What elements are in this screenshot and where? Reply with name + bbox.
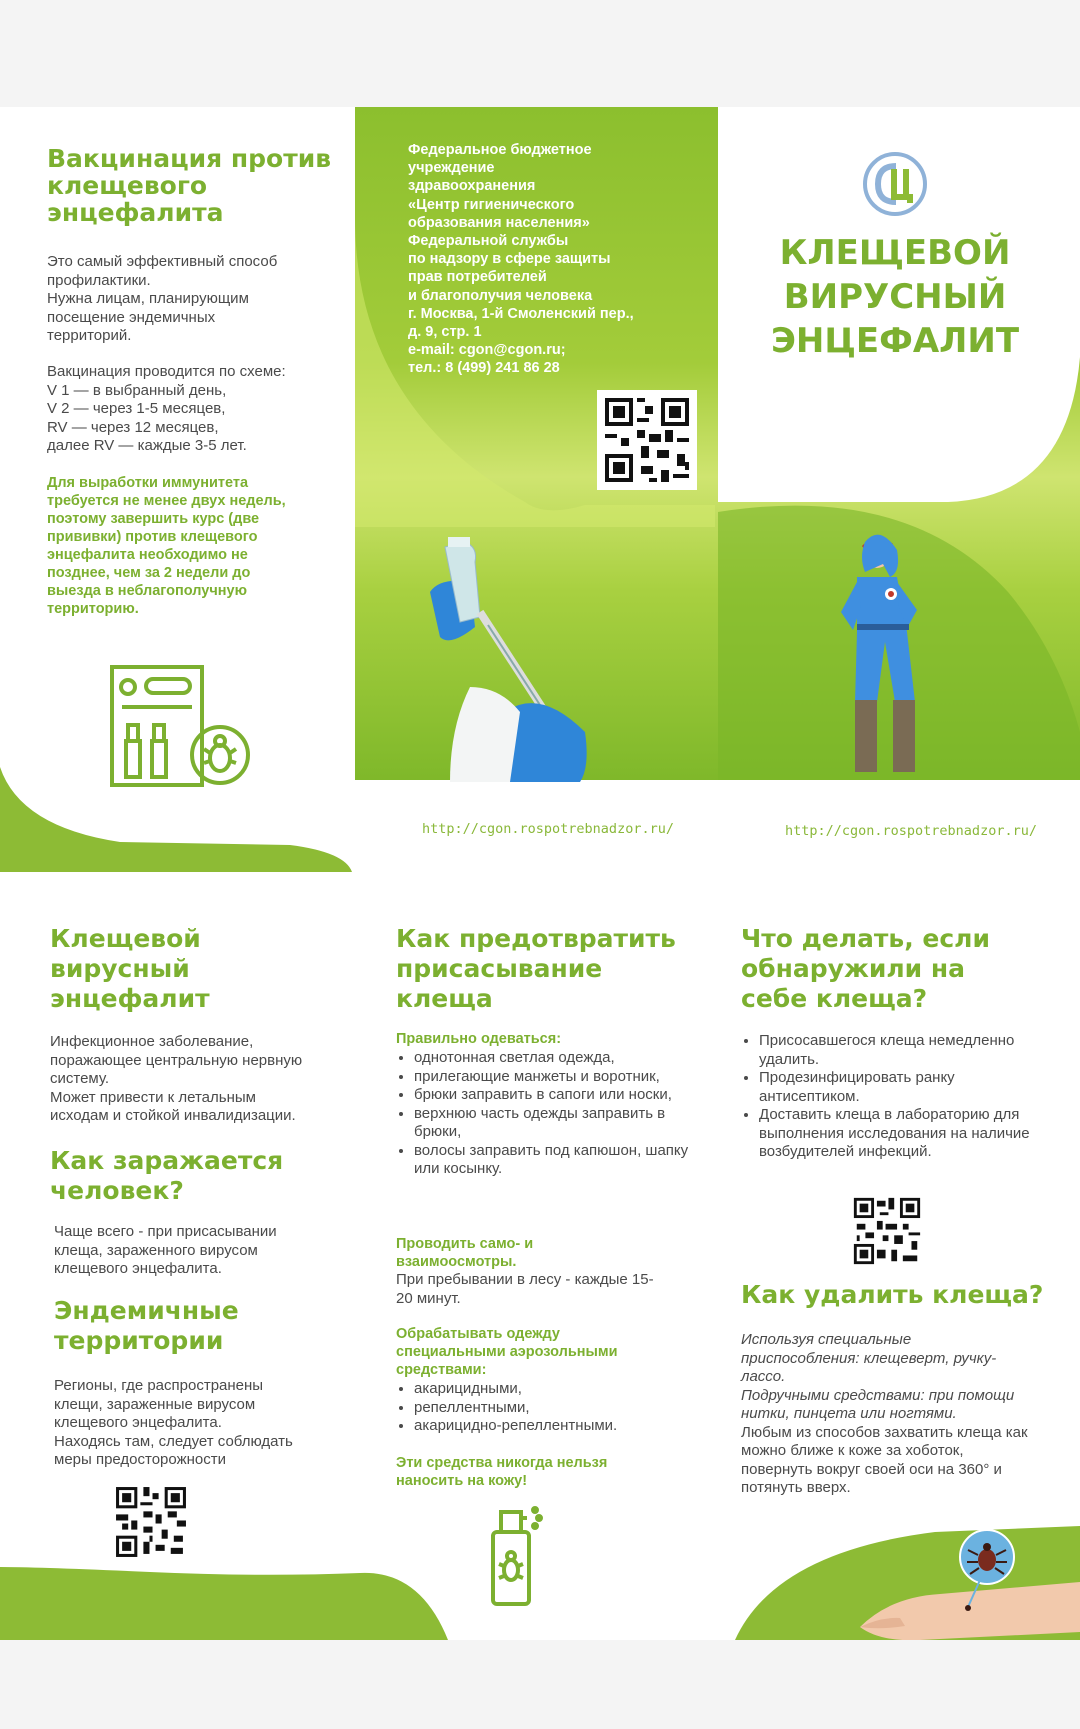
encephalitis-description: Инфекционное заболевание, поражающее центральную нервную систему. Может привести к летальным исходам и стойкой инвалидизации. (50, 1033, 303, 1124)
brochure-title: КЛЕЩЕВОЙ ВИРУСНЫЙ ЭНЦЕФАЛИТ (770, 233, 1020, 361)
list-item: • акарицидно-репеллентными. (414, 1417, 694, 1436)
tools-text: Используя специальные приспособления: клещеверт, ручку-лассо. (741, 1331, 997, 1385)
website-link-middle[interactable]: http://cgon.rospotrebnadzor.ru/ (422, 821, 674, 837)
list-item: • акарицидными, (414, 1380, 694, 1399)
list-item: • верхнюю часть одежды заправить в брюки, (414, 1105, 694, 1142)
qr-code-bottom-right[interactable] (851, 1195, 923, 1267)
encephalitis-heading: Клещевой вирусный энцефалит (50, 924, 210, 1013)
list-item: • прилегающие манжеты и воротник, (414, 1068, 694, 1087)
skin-warning: Эти средства никогда нельзя наносить на кожу! (396, 1455, 608, 1489)
spray-bottle-icon (487, 1504, 547, 1609)
list-item: • волосы заправить под капюшон, шапку или косынку. (414, 1142, 694, 1179)
list-item: • брюки заправить в сапоги или носки, (414, 1086, 694, 1105)
list-item: • Доставить клеща в лабораторию для выполнения исследования на наличие возбудителей инфекций. (759, 1106, 1039, 1162)
vaccination-heading: Вакцинация против клещевого энцефалита (47, 144, 332, 227)
list-item: • Присосавшегося клеща немедленно удалить. (759, 1032, 1039, 1069)
method-text: Любым из способов захватить клеща как можно ближе к коже за хоботок, повернуть вокруг своей оси на 360° и потянуть вверх. (741, 1423, 1028, 1496)
spray-list (396, 1380, 694, 1436)
protective-suit-person-illustration (835, 532, 945, 777)
website-link-right[interactable]: http://cgon.rospotrebnadzor.ru/ (785, 823, 1037, 839)
tick-found-heading: Что делать, если обнаружили на себе клеща? (741, 924, 990, 1013)
spray-heading: Обрабатывать одежду специальными аэрозольными средствами: (396, 1326, 618, 1378)
improvised-text: Подручными средствами: при помощи нитки, пинцета или ногтями. (741, 1386, 1015, 1422)
list-item: • однотонная светлая одежда, (414, 1049, 694, 1068)
self-check-text: При пребывании в лесу - каждые 15-20 минут. (396, 1271, 654, 1307)
dress-properly-heading: Правильно одеваться: (396, 1031, 562, 1047)
vaccination-scheme: Вакцинация проводится по схеме: V 1 — в выбранный день, V 2 — через 1-5 месяцев, RV — через 12 месяцев, далее RV — каждые 3-5 лет. (47, 363, 286, 454)
bottom-page (0, 872, 1080, 1640)
qr-pattern (597, 390, 697, 490)
vaccination-text-1: Это самый эффективный способ профилактики. Нужна лицам, планирующим посещение эндемичных территорий. (47, 253, 278, 344)
qr-pattern (113, 1484, 189, 1560)
qr-pattern (851, 1195, 923, 1267)
dress-list (396, 1049, 694, 1179)
infection-description: Чаще всего - при присасывании клеща, зараженного вирусом клещевого энцефалита. (54, 1223, 277, 1277)
self-check-heading: Проводить само- и взаимоосмотры. (396, 1236, 534, 1270)
list-item: • Продезинфицировать ранку антисептиком. (759, 1069, 1039, 1106)
top-page (0, 107, 1080, 872)
endemic-heading: Эндемичные территории (54, 1296, 239, 1355)
tick-found-list (741, 1032, 1039, 1162)
tick-on-arm-illustration (860, 1522, 1080, 1640)
organization-info: Федеральное бюджетное учреждение здравоохранения «Центр гигиенического образования населения» Федеральной службы по надзору в сфере защиты прав потребителей и благополучия человека г. Москва, 1-й Смоленский пер., д. 9, стр. 1 e-mail: cgon@cgon.ru; тел.: 8 (499) 241 86 28 (408, 142, 634, 377)
vaccination-note: Для выработки иммунитета требуется не менее двух недель, поэтому завершить курс (две прививки) против клещевого энцефалита необходимо не позднее, чем за 2 недели до выезда в неблагополучную территорию. (47, 475, 286, 617)
cgon-logo-icon (862, 151, 928, 217)
qr-code-bottom-left[interactable] (113, 1484, 189, 1560)
infection-heading: Как заражается человек? (50, 1146, 284, 1205)
qr-code-top[interactable] (597, 390, 697, 490)
bottom-left-wave (0, 1567, 450, 1640)
vaccine-syringe-illustration (410, 537, 660, 782)
remove-tick-heading: Как удалить клеща? (741, 1280, 1044, 1309)
list-item: • репеллентными, (414, 1399, 694, 1418)
remove-tick-text (741, 1331, 1031, 1498)
endemic-description: Регионы, где распространены клещи, зараженные вирусом клещевого энцефалита. Находясь там, следует соблюдать меры предосторожности (54, 1377, 293, 1468)
vaccine-document-icon (108, 663, 253, 793)
prevention-heading: Как предотвратить присасывание клеща (396, 924, 676, 1013)
